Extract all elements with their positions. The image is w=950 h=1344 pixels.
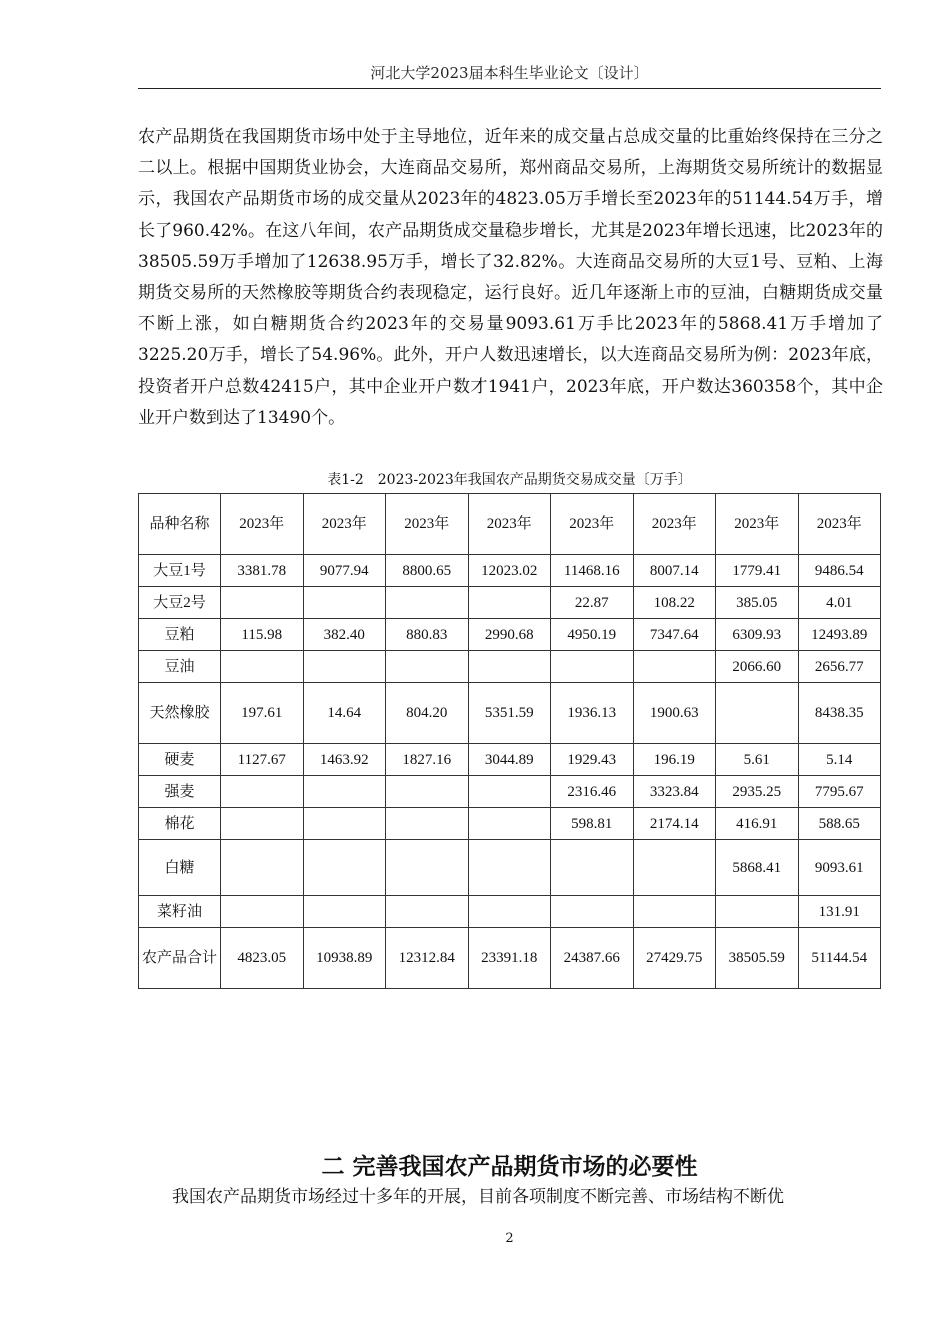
header-cell: 2023年 — [551, 494, 634, 555]
table-cell — [221, 776, 304, 808]
header-cell: 2023年 — [468, 494, 551, 555]
table-cell — [221, 808, 304, 840]
table-cell: 4823.05 — [221, 928, 304, 989]
header-cell: 2023年 — [386, 494, 469, 555]
table-cell: 27429.75 — [633, 928, 716, 989]
table-cell — [303, 896, 386, 928]
table-cell: 51144.54 — [798, 928, 881, 989]
table-cell: 2990.68 — [468, 619, 551, 651]
table-cell: 1929.43 — [551, 744, 634, 776]
table-cell — [303, 587, 386, 619]
table-cell: 8800.65 — [386, 555, 469, 587]
table-cell — [221, 896, 304, 928]
table-cell — [221, 587, 304, 619]
table-cell: 108.22 — [633, 587, 716, 619]
table-cell — [633, 651, 716, 683]
table-cell — [468, 896, 551, 928]
table-cell — [221, 840, 304, 896]
section-first-line: 我国农产品期货市场经过十多年的开展，目前各项制度不断完善、市场结构不断优 — [172, 1187, 784, 1207]
table-cell — [303, 651, 386, 683]
header-cell: 2023年 — [716, 494, 799, 555]
table-cell: 14.64 — [303, 683, 386, 744]
table-cell: 5868.41 — [716, 840, 799, 896]
table-cell: 1900.63 — [633, 683, 716, 744]
table-cell: 24387.66 — [551, 928, 634, 989]
table-cell — [551, 840, 634, 896]
table-cell: 1779.41 — [716, 555, 799, 587]
table-cell: 7795.67 — [798, 776, 881, 808]
section-title: 二 完善我国农产品期货市场的必要性 — [321, 1154, 698, 1180]
table-row — [139, 776, 881, 808]
table-cell — [468, 651, 551, 683]
table-cell: 131.91 — [798, 896, 881, 928]
row-label-cell: 菜籽油 — [139, 896, 221, 928]
table-cell: 2935.25 — [716, 776, 799, 808]
table-cell — [551, 651, 634, 683]
table-cell — [716, 683, 799, 744]
table-cell: 12493.89 — [798, 619, 881, 651]
table-header-row — [139, 494, 881, 555]
table-cell — [468, 587, 551, 619]
table-cell: 196.19 — [633, 744, 716, 776]
table-row — [139, 744, 881, 776]
table-cell — [386, 808, 469, 840]
table-cell: 3044.89 — [468, 744, 551, 776]
table-cell: 6309.93 — [716, 619, 799, 651]
table-cell: 197.61 — [221, 683, 304, 744]
row-label-cell: 强麦 — [139, 776, 221, 808]
table-cell: 1463.92 — [303, 744, 386, 776]
row-label-cell: 豆粕 — [139, 619, 221, 651]
table-cell: 4.01 — [798, 587, 881, 619]
table-cell: 385.05 — [716, 587, 799, 619]
table-cell — [221, 651, 304, 683]
table-cell: 7347.64 — [633, 619, 716, 651]
table-cell: 10938.89 — [303, 928, 386, 989]
table-row — [139, 651, 881, 683]
table-cell: 5.61 — [716, 744, 799, 776]
table-row — [139, 808, 881, 840]
table-row — [139, 587, 881, 619]
table-cell: 416.91 — [716, 808, 799, 840]
table-cell: 3323.84 — [633, 776, 716, 808]
table-cell — [468, 808, 551, 840]
table-cell: 9093.61 — [798, 840, 881, 896]
table-cell: 598.81 — [551, 808, 634, 840]
header-rule — [138, 88, 881, 89]
table-cell — [303, 808, 386, 840]
table-cell — [386, 776, 469, 808]
table-cell: 804.20 — [386, 683, 469, 744]
table-cell: 5351.59 — [468, 683, 551, 744]
table-cell: 11468.16 — [551, 555, 634, 587]
row-label-cell: 棉花 — [139, 808, 221, 840]
table-cell: 2174.14 — [633, 808, 716, 840]
row-label-cell: 农产品合计 — [139, 928, 221, 989]
table-cell — [303, 776, 386, 808]
table-cell: 5.14 — [798, 744, 881, 776]
table-cell: 588.65 — [798, 808, 881, 840]
table-cell: 12023.02 — [468, 555, 551, 587]
table-cell: 8007.14 — [633, 555, 716, 587]
table-row — [139, 555, 881, 587]
table-row — [139, 619, 881, 651]
table-cell — [386, 651, 469, 683]
body-paragraph: 农产品期货在我国期货市场中处于主导地位，近年来的成交量占总成交量的比重始终保持在三分之二以上。根据中国期货业协会，大连商品交易所，郑州商品交易所，上海期货交易所统计的数据显示，我国农产品期货市场的成交量从2023年的4823.05万手增长至2023年的51144.54万手，增长了960.42%。在这八年间，农产品期货成交量稳步增长，尤其是2023年增长迅速，比2023年的38505.59万手增加了12638.95万手，增长了32.82%。大连商品交易所的大豆1号、豆粕、上海期货交易所的天然橡胶等期货合约表现稳定，运行良好。近几年逐渐上市的豆油，白糖期货成交量不断上涨，如白糖期货合约2023年的交易量9093.61万手比2023年的5868.41万手增加了3225.20万手，增长了54.96%。此外，开户人数迅速增长，以大连商品交易所为例：2023年底，投资者开户总数42415户，其中企业开户数才1941户，2023年底，开户数达360358个，其中企业开户数到达了13490个。 — [138, 127, 883, 428]
table-caption: 表1-2 2023-2023年我国农产品期货交易成交量〔万手〕 — [327, 472, 692, 488]
table-cell: 22.87 — [551, 587, 634, 619]
table-cell: 9486.54 — [798, 555, 881, 587]
header-cell: 2023年 — [798, 494, 881, 555]
row-label-cell: 大豆2号 — [139, 587, 221, 619]
header-cell: 2023年 — [221, 494, 304, 555]
table-cell — [386, 840, 469, 896]
row-label-cell: 硬麦 — [139, 744, 221, 776]
table-cell — [551, 896, 634, 928]
row-label-cell: 大豆1号 — [139, 555, 221, 587]
table-cell: 9077.94 — [303, 555, 386, 587]
row-label-cell: 豆油 — [139, 651, 221, 683]
futures-volume-table — [138, 493, 881, 989]
table-cell: 2656.77 — [798, 651, 881, 683]
page-header: 河北大学2023届本科生毕业论文〔设计〕 — [370, 64, 649, 82]
table-row — [139, 840, 881, 896]
table-cell: 2066.60 — [716, 651, 799, 683]
table-row — [139, 928, 881, 989]
table-row — [139, 683, 881, 744]
table-cell: 1127.67 — [221, 744, 304, 776]
table-cell: 1936.13 — [551, 683, 634, 744]
table-cell: 8438.35 — [798, 683, 881, 744]
table-cell: 115.98 — [221, 619, 304, 651]
table-cell — [468, 776, 551, 808]
table-cell — [633, 896, 716, 928]
table-cell: 3381.78 — [221, 555, 304, 587]
page-number: 2 — [505, 1231, 514, 1246]
table-cell — [716, 896, 799, 928]
table-cell: 1827.16 — [386, 744, 469, 776]
table-cell — [633, 840, 716, 896]
table-cell — [303, 840, 386, 896]
header-cell: 品种名称 — [139, 494, 221, 555]
table-cell — [468, 840, 551, 896]
table-cell: 12312.84 — [386, 928, 469, 989]
row-label-cell: 白糖 — [139, 840, 221, 896]
row-label-cell: 天然橡胶 — [139, 683, 221, 744]
header-cell: 2023年 — [633, 494, 716, 555]
table-cell: 2316.46 — [551, 776, 634, 808]
table-cell: 880.83 — [386, 619, 469, 651]
table-cell — [386, 587, 469, 619]
table-cell: 382.40 — [303, 619, 386, 651]
table-cell: 4950.19 — [551, 619, 634, 651]
table-cell — [386, 896, 469, 928]
table-row — [139, 896, 881, 928]
table-cell: 23391.18 — [468, 928, 551, 989]
table-cell: 38505.59 — [716, 928, 799, 989]
header-cell: 2023年 — [303, 494, 386, 555]
